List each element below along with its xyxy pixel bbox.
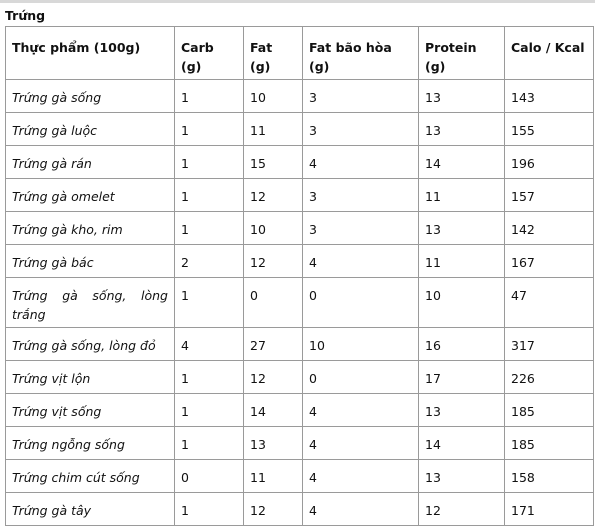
food-cell: Trứng vịt lộn: [6, 361, 175, 394]
fat-cell: 10: [244, 212, 303, 245]
protein-cell: 13: [419, 212, 505, 245]
food-cell: Trứng gà sống, lòng trắng: [6, 278, 175, 328]
protein-cell: 10: [419, 278, 505, 328]
calo-cell: 47: [505, 278, 594, 328]
header-fat: Fat (g): [244, 27, 303, 80]
carb-cell: 1: [175, 179, 244, 212]
food-cell: Trứng gà sống: [6, 80, 175, 113]
carb-cell: 1: [175, 146, 244, 179]
carb-cell: 1: [175, 278, 244, 328]
table-row: [6, 394, 594, 427]
protein-cell: 17: [419, 361, 505, 394]
table-row: [6, 212, 594, 245]
protein-cell: 14: [419, 146, 505, 179]
header-carb: Carb (g): [175, 27, 244, 80]
fat-cell: 11: [244, 460, 303, 493]
sat-fat-cell: 3: [303, 80, 419, 113]
sat-fat-cell: 4: [303, 427, 419, 460]
calo-cell: 143: [505, 80, 594, 113]
table-row: [6, 179, 594, 212]
table-row: [6, 460, 594, 493]
sat-fat-cell: 4: [303, 394, 419, 427]
calo-cell: 226: [505, 361, 594, 394]
table-row: [6, 80, 594, 113]
carb-cell: 1: [175, 113, 244, 146]
sat-fat-cell: 0: [303, 278, 419, 328]
fat-cell: 12: [244, 493, 303, 526]
table-row: [6, 146, 594, 179]
header-food: Thực phẩm (100g): [6, 27, 175, 80]
sat-fat-cell: 4: [303, 245, 419, 278]
calo-cell: 142: [505, 212, 594, 245]
sat-fat-cell: 4: [303, 493, 419, 526]
table-row: [6, 278, 594, 328]
fat-cell: 11: [244, 113, 303, 146]
protein-cell: 11: [419, 245, 505, 278]
sat-fat-cell: 4: [303, 460, 419, 493]
table-row: [6, 245, 594, 278]
header-protein: Protein (g): [419, 27, 505, 80]
top-divider: [0, 0, 595, 3]
fat-cell: 15: [244, 146, 303, 179]
fat-cell: 10: [244, 80, 303, 113]
sat-fat-cell: 10: [303, 328, 419, 361]
protein-cell: 13: [419, 394, 505, 427]
section-title: Trứng: [5, 8, 46, 23]
carb-cell: 4: [175, 328, 244, 361]
carb-cell: 1: [175, 361, 244, 394]
calo-cell: 185: [505, 394, 594, 427]
calo-cell: 196: [505, 146, 594, 179]
fat-cell: 0: [244, 278, 303, 328]
table-row: [6, 113, 594, 146]
food-cell: Trứng gà luộc: [6, 113, 175, 146]
calo-cell: 158: [505, 460, 594, 493]
header-row: [6, 27, 594, 80]
header-sat-fat: Fat bão hòa (g): [303, 27, 419, 80]
calo-cell: 185: [505, 427, 594, 460]
food-cell: Trứng chim cút sống: [6, 460, 175, 493]
sat-fat-cell: 3: [303, 212, 419, 245]
protein-cell: 12: [419, 493, 505, 526]
food-cell: Trứng gà bác: [6, 245, 175, 278]
table-row: [6, 427, 594, 460]
carb-cell: 1: [175, 427, 244, 460]
sat-fat-cell: 0: [303, 361, 419, 394]
protein-cell: 13: [419, 460, 505, 493]
carb-cell: 2: [175, 245, 244, 278]
food-cell: Trứng vịt sống: [6, 394, 175, 427]
header-calo: Calo / Kcal: [505, 27, 594, 80]
fat-cell: 12: [244, 245, 303, 278]
carb-cell: 1: [175, 212, 244, 245]
fat-cell: 13: [244, 427, 303, 460]
calo-cell: 171: [505, 493, 594, 526]
table-row: [6, 328, 594, 361]
fat-cell: 14: [244, 394, 303, 427]
food-cell: Trứng gà kho, rim: [6, 212, 175, 245]
table-row: [6, 361, 594, 394]
carb-cell: 0: [175, 460, 244, 493]
nutrition-table: [5, 26, 594, 526]
table-row: [6, 493, 594, 526]
carb-cell: 1: [175, 493, 244, 526]
fat-cell: 12: [244, 179, 303, 212]
calo-cell: 157: [505, 179, 594, 212]
calo-cell: 167: [505, 245, 594, 278]
protein-cell: 13: [419, 113, 505, 146]
sat-fat-cell: 4: [303, 146, 419, 179]
sat-fat-cell: 3: [303, 179, 419, 212]
fat-cell: 27: [244, 328, 303, 361]
calo-cell: 317: [505, 328, 594, 361]
food-cell: Trứng gà tây: [6, 493, 175, 526]
protein-cell: 13: [419, 80, 505, 113]
food-cell: Trứng gà sống, lòng đỏ: [6, 328, 175, 361]
food-cell: Trứng gà omelet: [6, 179, 175, 212]
protein-cell: 16: [419, 328, 505, 361]
carb-cell: 1: [175, 80, 244, 113]
food-cell: Trứng gà rán: [6, 146, 175, 179]
food-cell: Trứng ngỗng sống: [6, 427, 175, 460]
carb-cell: 1: [175, 394, 244, 427]
fat-cell: 12: [244, 361, 303, 394]
sat-fat-cell: 3: [303, 113, 419, 146]
calo-cell: 155: [505, 113, 594, 146]
protein-cell: 14: [419, 427, 505, 460]
protein-cell: 11: [419, 179, 505, 212]
